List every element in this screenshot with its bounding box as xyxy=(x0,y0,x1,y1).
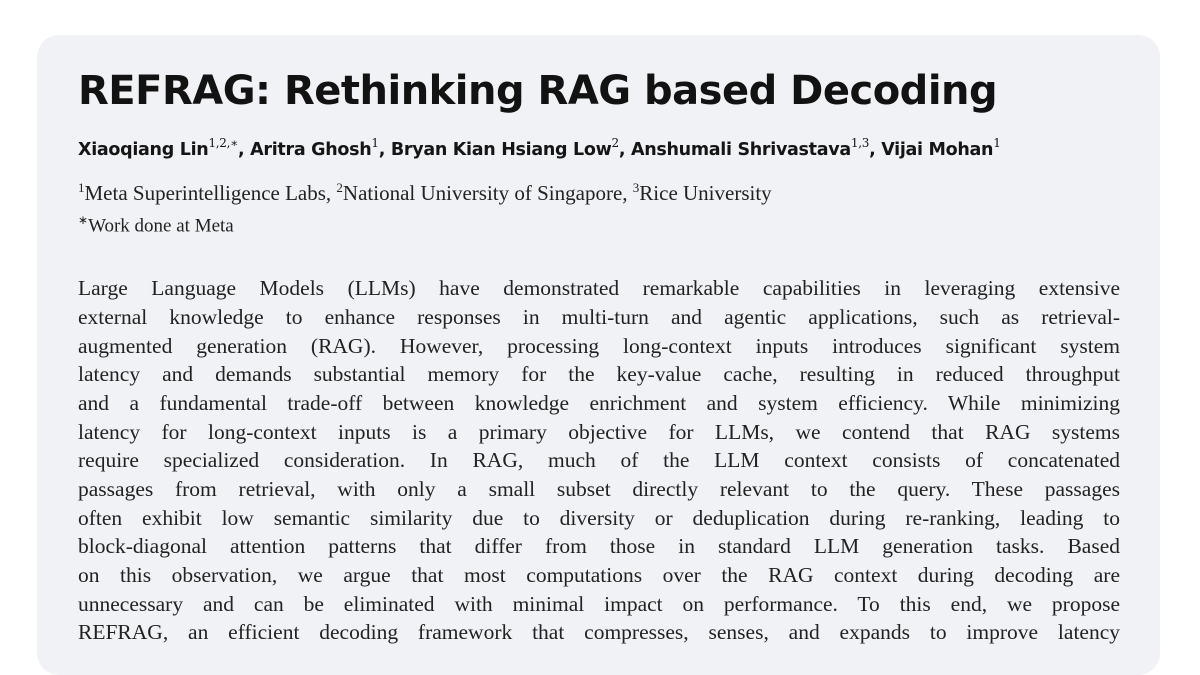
author-list xyxy=(78,133,1120,161)
abstract-line: on this observation, we argue that most computations over the RAG context during decoding are xyxy=(78,563,1120,588)
abstract-line: external knowledge to enhance responses in multi-turn and agentic applications, such as retrieval- xyxy=(78,304,1120,329)
affiliation-name: National University of Singapore xyxy=(342,180,623,205)
author-affiliation-mark: 2 xyxy=(611,136,619,150)
author-separator: , xyxy=(869,139,882,160)
affiliation xyxy=(336,181,632,205)
author-name: Anshumali Shrivastava xyxy=(630,139,851,160)
author-separator: , xyxy=(238,139,251,160)
abstract-line: latency for long-context inputs is a primary objective for LLMs, we contend that RAG systems xyxy=(78,419,1120,444)
author xyxy=(881,136,1001,160)
author xyxy=(78,136,251,160)
abstract-line: unnecessary and can be eliminated with minimal impact on performance. To this end, we propose xyxy=(78,591,1120,616)
affiliation xyxy=(78,181,336,205)
author xyxy=(250,136,391,160)
affiliation-mark: 2 xyxy=(336,179,343,195)
author-name: Vijai Mohan xyxy=(881,139,994,160)
author-name: Aritra Ghosh xyxy=(250,139,372,160)
abstract-line: block-diagonal attention patterns that differ from those in standard LLM generation tasks. Based xyxy=(78,534,1120,559)
author-separator: , xyxy=(618,139,631,160)
abstract-line: passages from retrieval, with only a small subset directly relevant to the query. These passages xyxy=(78,476,1120,501)
affiliation-name: Meta Superintelligence Labs xyxy=(84,180,326,205)
author-name: Xiaoqiang Lin xyxy=(78,139,209,160)
footnote-text: Work done at Meta xyxy=(88,215,234,237)
abstract-line: latency and demands substantial memory for the key-value cache, resulting in reduced throughput xyxy=(78,362,1120,387)
affiliation-name: Rice University xyxy=(639,180,772,205)
author-affiliation-mark: 1 xyxy=(371,136,379,150)
footnote xyxy=(78,207,1120,239)
affiliation-list xyxy=(78,174,1120,207)
abstract-line: Large Language Models (LLMs) have demonstrated remarkable capabilities in leveraging extensive xyxy=(78,276,1120,301)
abstract-line: often exhibit low semantic similarity due to diversity or deduplication during re-ranking, leading to xyxy=(78,505,1120,530)
author-affiliation-mark: 1,2,∗ xyxy=(208,136,239,150)
affiliation-mark: 3 xyxy=(632,179,640,195)
affiliation-separator: , xyxy=(622,180,633,205)
paper-title: REFRAG: Rethinking RAG based Decoding xyxy=(78,68,998,114)
affiliation xyxy=(633,181,772,205)
author-affiliation-mark: 1 xyxy=(993,136,1001,150)
paper-card xyxy=(37,35,1160,675)
author xyxy=(630,136,882,160)
abstract-line: and a fundamental trade-off between knowledge enrichment and system efficiency. While minimizing xyxy=(78,390,1120,415)
author-name: Bryan Kian Hsiang Low xyxy=(390,139,612,160)
abstract xyxy=(78,274,1120,647)
author-separator: , xyxy=(378,139,391,160)
author-affiliation-mark: 1,3 xyxy=(850,136,870,150)
author xyxy=(390,136,631,160)
abstract-line: augmented generation (RAG). However, processing long-context inputs introduces significant system xyxy=(78,333,1120,358)
abstract-line: require specialized consideration. In RAG, much of the LLM context consists of concatenated xyxy=(78,448,1120,473)
footnote-mark: ∗ xyxy=(78,212,89,227)
affiliation-separator: , xyxy=(325,180,337,205)
abstract-line: REFRAG, an efficient decoding framework that compresses, senses, and expands to improve latency xyxy=(78,620,1120,645)
affiliation-mark: 1 xyxy=(78,179,85,195)
